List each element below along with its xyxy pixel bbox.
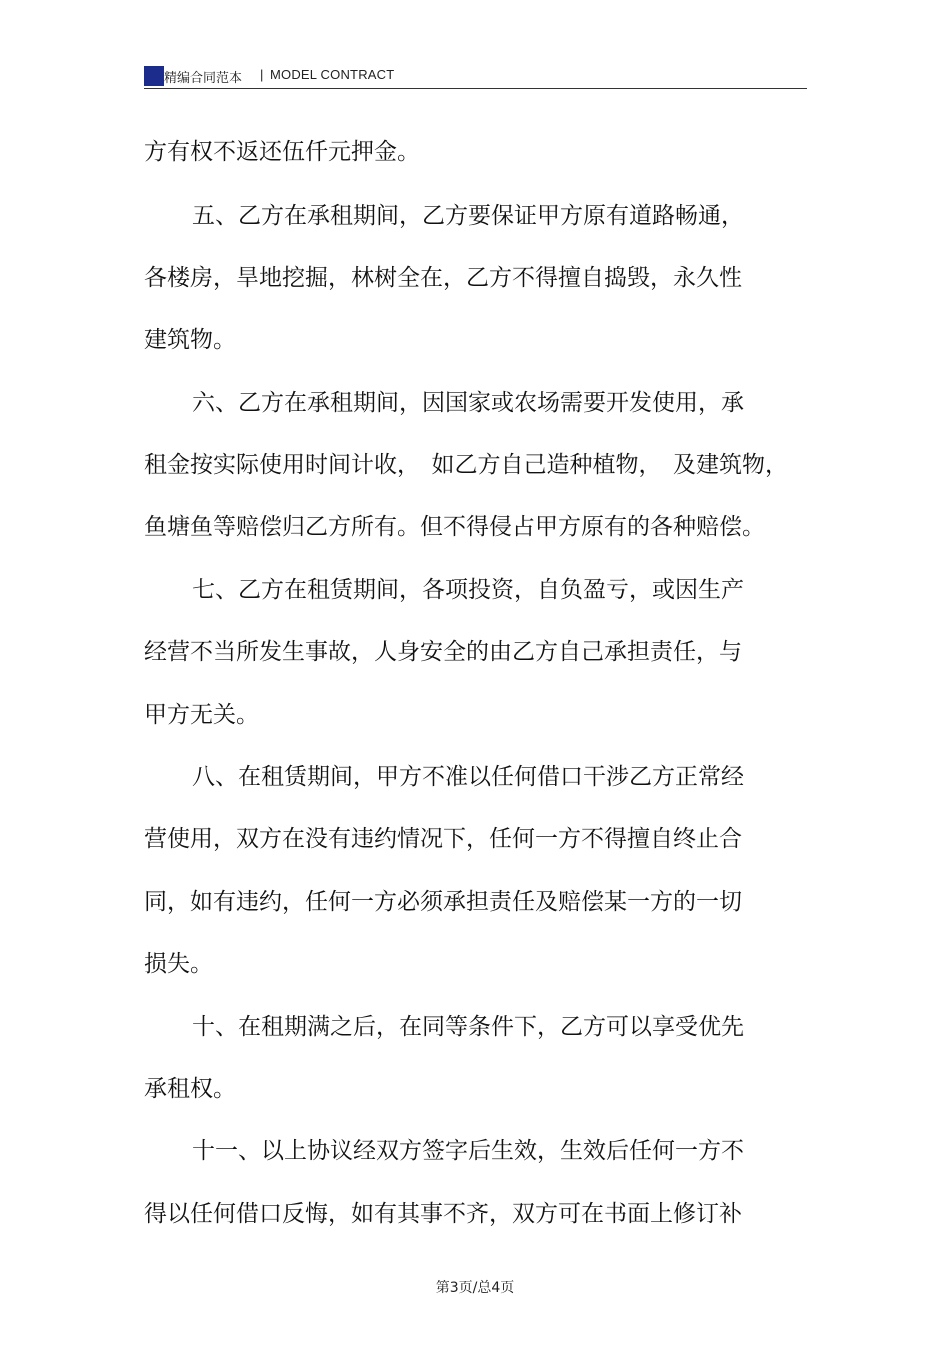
body-line: 得以任何借口反悔，如有其事不齐，双方可在书面上修订补 <box>144 1201 742 1227</box>
body-line: 鱼塘鱼等赔偿归乙方所有。但不得侵占甲方原有的各种赔偿。 <box>144 514 765 540</box>
body-line: 十、在租期满之后，在同等条件下，乙方可以享受优先 <box>192 1014 744 1040</box>
page-indicator: 第3页/总4页 <box>435 1280 515 1296</box>
body-line: 承租权。 <box>144 1076 236 1102</box>
header-subtitle: MODEL CONTRACT <box>270 67 395 82</box>
body-line: 方有权不返还伍仟元押金。 <box>144 139 420 165</box>
body-line: 营使用，双方在没有违约情况下，任何一方不得擅自终止合 <box>144 826 742 852</box>
body-line: 六、乙方在承租期间，因国家或农场需要开发使用，承 <box>192 390 744 416</box>
body-line: 同，如有违约，任何一方必须承担责任及赔偿某一方的一切 <box>144 889 742 915</box>
body-line: 十一、以上协议经双方签字后生效，生效后任何一方不 <box>192 1138 744 1164</box>
body-line: 五、乙方在承租期间，乙方要保证甲方原有道路畅通， <box>192 203 744 229</box>
header-title: 精编合同范本 <box>164 71 243 86</box>
body-line: 甲方无关。 <box>144 702 259 728</box>
header-separator: | <box>260 67 264 82</box>
body-line: 七、乙方在租赁期间，各项投资，自负盈亏，或因生产 <box>192 577 744 603</box>
body-line: 各楼房，旱地挖掘，林树全在，乙方不得擅自捣毁，永久性 <box>144 265 742 291</box>
body-line: 八、在租赁期间，甲方不准以任何借口干涉乙方正常经 <box>192 764 744 790</box>
body-line: 损失。 <box>144 951 213 977</box>
body-line: 建筑物。 <box>144 327 236 353</box>
body-line: 经营不当所发生事故，人身安全的由乙方自己承担责任，与 <box>144 639 742 665</box>
body-line: 租金按实际使用时间计收， 如乙方自己造种植物， 及建筑物， <box>144 452 788 478</box>
